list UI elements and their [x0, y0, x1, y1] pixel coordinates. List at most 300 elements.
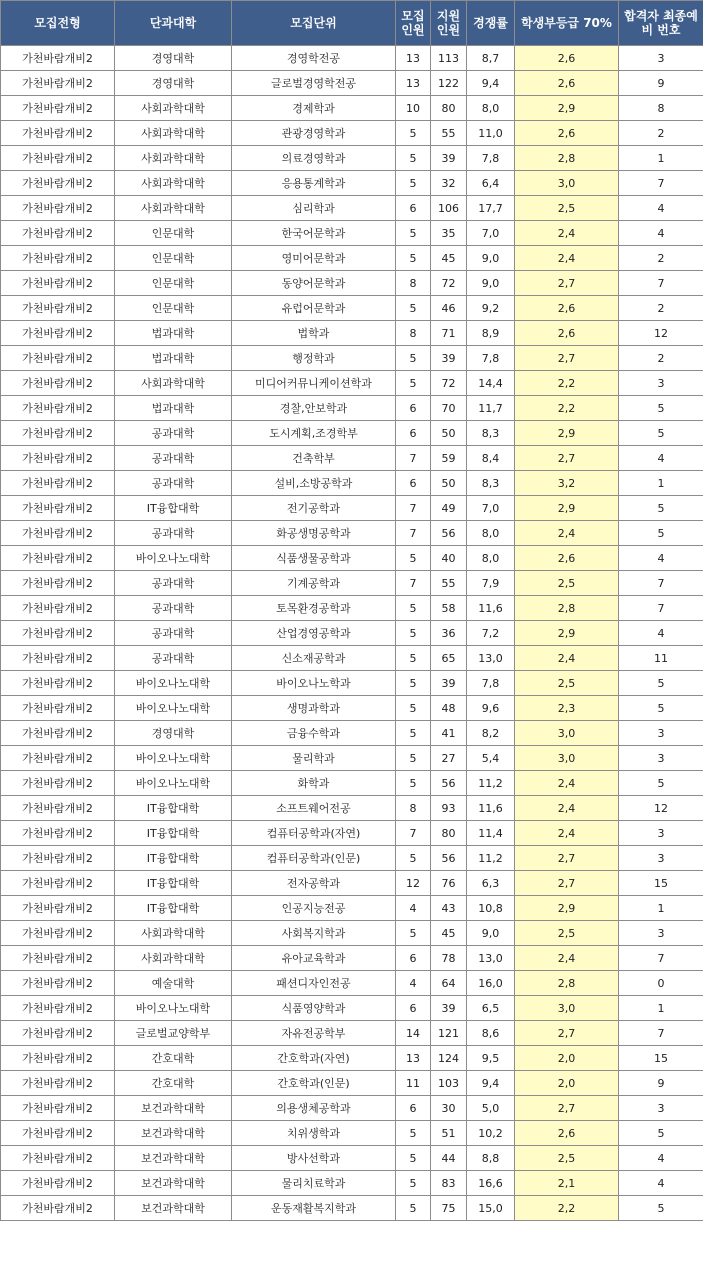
college-cell: 경영대학: [115, 721, 232, 746]
table-row: [1, 946, 703, 971]
unit-cell: 생명과학과: [232, 696, 396, 721]
unit-cell: 의용생체공학과: [232, 1096, 396, 1121]
quota-cell: 13: [396, 46, 431, 71]
reserve-cell: 12: [619, 796, 703, 821]
college-cell: 공과대학: [115, 621, 232, 646]
quota-cell: 5: [396, 296, 431, 321]
quota-cell: 5: [396, 646, 431, 671]
quota-cell: 4: [396, 971, 431, 996]
applicants-cell: 58: [431, 596, 467, 621]
unit-cell: 전자공학과: [232, 871, 396, 896]
quota-cell: 5: [396, 1146, 431, 1171]
grade-cell: 2,9: [515, 896, 619, 921]
grade-cell: 3,2: [515, 471, 619, 496]
rate-cell: 13,0: [467, 946, 515, 971]
unit-cell: 운동재활복지학과: [232, 1196, 396, 1221]
grade-cell: 2,7: [515, 871, 619, 896]
quota-cell: 8: [396, 796, 431, 821]
unit-cell: 설비,소방공학과: [232, 471, 396, 496]
applicants-cell: 113: [431, 46, 467, 71]
table-row: [1, 1146, 703, 1171]
header-type: 모집전형: [1, 1, 115, 46]
quota-cell: 5: [396, 221, 431, 246]
grade-cell: 2,3: [515, 696, 619, 721]
reserve-cell: 4: [619, 621, 703, 646]
college-cell: 보건과학대학: [115, 1196, 232, 1221]
grade-cell: 2,9: [515, 421, 619, 446]
unit-cell: 바이오나노학과: [232, 671, 396, 696]
rate-cell: 10,8: [467, 896, 515, 921]
college-cell: 공과대학: [115, 571, 232, 596]
header-quota: 모집 인원: [396, 1, 431, 46]
college-cell: 간호대학: [115, 1046, 232, 1071]
reserve-cell: 5: [619, 396, 703, 421]
quota-cell: 5: [396, 246, 431, 271]
table-row: [1, 921, 703, 946]
reserve-cell: 2: [619, 121, 703, 146]
unit-cell: 법학과: [232, 321, 396, 346]
quota-cell: 5: [396, 696, 431, 721]
table-row: [1, 146, 703, 171]
quota-cell: 7: [396, 496, 431, 521]
rate-cell: 9,0: [467, 246, 515, 271]
unit-cell: 소프트웨어전공: [232, 796, 396, 821]
applicants-cell: 32: [431, 171, 467, 196]
applicants-cell: 36: [431, 621, 467, 646]
rate-cell: 5,0: [467, 1096, 515, 1121]
unit-cell: 행정학과: [232, 346, 396, 371]
rate-cell: 7,0: [467, 496, 515, 521]
reserve-cell: 4: [619, 446, 703, 471]
type-cell: 가천바람개비2: [1, 496, 115, 521]
college-cell: 공과대학: [115, 471, 232, 496]
table-row: [1, 896, 703, 921]
applicants-cell: 80: [431, 96, 467, 121]
table-row: [1, 71, 703, 96]
table-row: [1, 246, 703, 271]
grade-cell: 2,6: [515, 296, 619, 321]
unit-cell: 심리학과: [232, 196, 396, 221]
rate-cell: 8,0: [467, 96, 515, 121]
reserve-cell: 5: [619, 671, 703, 696]
grade-cell: 2,2: [515, 1196, 619, 1221]
rate-cell: 9,6: [467, 696, 515, 721]
type-cell: 가천바람개비2: [1, 1146, 115, 1171]
applicants-cell: 50: [431, 421, 467, 446]
applicants-cell: 30: [431, 1096, 467, 1121]
reserve-cell: 1: [619, 896, 703, 921]
type-cell: 가천바람개비2: [1, 671, 115, 696]
rate-cell: 16,6: [467, 1171, 515, 1196]
grade-cell: 2,4: [515, 771, 619, 796]
applicants-cell: 56: [431, 771, 467, 796]
table-row: [1, 571, 703, 596]
unit-cell: 경찰,안보학과: [232, 396, 396, 421]
reserve-cell: 4: [619, 1146, 703, 1171]
type-cell: 가천바람개비2: [1, 421, 115, 446]
header-grade: 학생부등급 70%: [515, 1, 619, 46]
reserve-cell: 4: [619, 196, 703, 221]
rate-cell: 6,3: [467, 871, 515, 896]
type-cell: 가천바람개비2: [1, 371, 115, 396]
college-cell: 공과대학: [115, 521, 232, 546]
college-cell: 보건과학대학: [115, 1171, 232, 1196]
quota-cell: 12: [396, 871, 431, 896]
grade-cell: 2,7: [515, 346, 619, 371]
applicants-cell: 93: [431, 796, 467, 821]
table-row: [1, 121, 703, 146]
table-row: [1, 1021, 703, 1046]
grade-cell: 2,6: [515, 321, 619, 346]
grade-cell: 3,0: [515, 996, 619, 1021]
reserve-cell: 3: [619, 921, 703, 946]
applicants-cell: 35: [431, 221, 467, 246]
applicants-cell: 55: [431, 571, 467, 596]
quota-cell: 5: [396, 346, 431, 371]
rate-cell: 8,6: [467, 1021, 515, 1046]
type-cell: 가천바람개비2: [1, 646, 115, 671]
type-cell: 가천바람개비2: [1, 71, 115, 96]
table-row: [1, 546, 703, 571]
table-row: [1, 621, 703, 646]
college-cell: 글로벌교양학부: [115, 1021, 232, 1046]
rate-cell: 8,0: [467, 546, 515, 571]
table-row: [1, 296, 703, 321]
reserve-cell: 11: [619, 646, 703, 671]
type-cell: 가천바람개비2: [1, 271, 115, 296]
type-cell: 가천바람개비2: [1, 596, 115, 621]
table-row: [1, 371, 703, 396]
type-cell: 가천바람개비2: [1, 721, 115, 746]
grade-cell: 2,5: [515, 571, 619, 596]
quota-cell: 5: [396, 921, 431, 946]
table-row: [1, 996, 703, 1021]
type-cell: 가천바람개비2: [1, 171, 115, 196]
quota-cell: 7: [396, 446, 431, 471]
college-cell: 예술대학: [115, 971, 232, 996]
type-cell: 가천바람개비2: [1, 771, 115, 796]
unit-cell: 패션디자인전공: [232, 971, 396, 996]
unit-cell: 동양어문학과: [232, 271, 396, 296]
college-cell: 공과대학: [115, 596, 232, 621]
rate-cell: 8,3: [467, 421, 515, 446]
reserve-cell: 7: [619, 946, 703, 971]
table-row: [1, 196, 703, 221]
table-row: [1, 721, 703, 746]
college-cell: 바이오나노대학: [115, 696, 232, 721]
grade-cell: 2,6: [515, 46, 619, 71]
reserve-cell: 3: [619, 1096, 703, 1121]
quota-cell: 10: [396, 96, 431, 121]
applicants-cell: 71: [431, 321, 467, 346]
unit-cell: 사회복지학과: [232, 921, 396, 946]
applicants-cell: 48: [431, 696, 467, 721]
applicants-cell: 56: [431, 846, 467, 871]
applicants-cell: 76: [431, 871, 467, 896]
header-unit: 모집단위: [232, 1, 396, 46]
unit-cell: 도시계획,조경학부: [232, 421, 396, 446]
unit-cell: 간호학과(자연): [232, 1046, 396, 1071]
reserve-cell: 5: [619, 1196, 703, 1221]
grade-cell: 2,6: [515, 1121, 619, 1146]
unit-cell: 미디어커뮤니케이션학과: [232, 371, 396, 396]
rate-cell: 11,0: [467, 121, 515, 146]
applicants-cell: 44: [431, 1146, 467, 1171]
type-cell: 가천바람개비2: [1, 146, 115, 171]
applicants-cell: 124: [431, 1046, 467, 1071]
unit-cell: 화공생명공학과: [232, 521, 396, 546]
rate-cell: 11,7: [467, 396, 515, 421]
college-cell: 보건과학대학: [115, 1121, 232, 1146]
rate-cell: 8,0: [467, 521, 515, 546]
rate-cell: 8,3: [467, 471, 515, 496]
grade-cell: 2,8: [515, 971, 619, 996]
grade-cell: 2,7: [515, 1096, 619, 1121]
reserve-cell: 3: [619, 821, 703, 846]
unit-cell: 금융수학과: [232, 721, 396, 746]
unit-cell: 관광경영학과: [232, 121, 396, 146]
applicants-cell: 83: [431, 1171, 467, 1196]
college-cell: IT융합대학: [115, 796, 232, 821]
grade-cell: 3,0: [515, 746, 619, 771]
rate-cell: 8,4: [467, 446, 515, 471]
college-cell: IT융합대학: [115, 821, 232, 846]
college-cell: 경영대학: [115, 71, 232, 96]
applicants-cell: 78: [431, 946, 467, 971]
quota-cell: 6: [396, 996, 431, 1021]
college-cell: 바이오나노대학: [115, 771, 232, 796]
grade-cell: 2,4: [515, 646, 619, 671]
college-cell: 법과대학: [115, 321, 232, 346]
rate-cell: 9,5: [467, 1046, 515, 1071]
quota-cell: 5: [396, 1171, 431, 1196]
type-cell: 가천바람개비2: [1, 396, 115, 421]
table-row: [1, 746, 703, 771]
unit-cell: 토목환경공학과: [232, 596, 396, 621]
unit-cell: 방사선학과: [232, 1146, 396, 1171]
type-cell: 가천바람개비2: [1, 96, 115, 121]
quota-cell: 5: [396, 846, 431, 871]
table-row: [1, 1196, 703, 1221]
unit-cell: 영미어문학과: [232, 246, 396, 271]
table-row: [1, 446, 703, 471]
reserve-cell: 1: [619, 996, 703, 1021]
header-applicants: 지원 인원: [431, 1, 467, 46]
type-cell: 가천바람개비2: [1, 1096, 115, 1121]
quota-cell: 11: [396, 1071, 431, 1096]
table-row: [1, 821, 703, 846]
grade-cell: 2,7: [515, 1021, 619, 1046]
reserve-cell: 4: [619, 221, 703, 246]
quota-cell: 7: [396, 521, 431, 546]
unit-cell: 컴퓨터공학과(인문): [232, 846, 396, 871]
rate-cell: 7,2: [467, 621, 515, 646]
unit-cell: 컴퓨터공학과(자연): [232, 821, 396, 846]
table-row: [1, 171, 703, 196]
college-cell: 공과대학: [115, 421, 232, 446]
quota-cell: 5: [396, 1121, 431, 1146]
unit-cell: 한국어문학과: [232, 221, 396, 246]
type-cell: 가천바람개비2: [1, 521, 115, 546]
reserve-cell: 8: [619, 96, 703, 121]
rate-cell: 7,8: [467, 346, 515, 371]
grade-cell: 2,9: [515, 496, 619, 521]
quota-cell: 5: [396, 621, 431, 646]
unit-cell: 산업경영공학과: [232, 621, 396, 646]
applicants-cell: 39: [431, 996, 467, 1021]
type-cell: 가천바람개비2: [1, 571, 115, 596]
college-cell: 사회과학대학: [115, 921, 232, 946]
college-cell: 사회과학대학: [115, 121, 232, 146]
unit-cell: 전기공학과: [232, 496, 396, 521]
grade-cell: 2,7: [515, 846, 619, 871]
applicants-cell: 72: [431, 271, 467, 296]
unit-cell: 식품영양학과: [232, 996, 396, 1021]
type-cell: 가천바람개비2: [1, 1196, 115, 1221]
table-row: [1, 1171, 703, 1196]
type-cell: 가천바람개비2: [1, 471, 115, 496]
reserve-cell: 3: [619, 371, 703, 396]
type-cell: 가천바람개비2: [1, 346, 115, 371]
applicants-cell: 122: [431, 71, 467, 96]
header-rate: 경쟁률: [467, 1, 515, 46]
table-row: [1, 271, 703, 296]
grade-cell: 2,4: [515, 946, 619, 971]
reserve-cell: 7: [619, 1021, 703, 1046]
college-cell: IT융합대학: [115, 896, 232, 921]
table-row: [1, 1071, 703, 1096]
unit-cell: 기계공학과: [232, 571, 396, 596]
reserve-cell: 15: [619, 1046, 703, 1071]
rate-cell: 7,0: [467, 221, 515, 246]
unit-cell: 물리학과: [232, 746, 396, 771]
type-cell: 가천바람개비2: [1, 946, 115, 971]
rate-cell: 11,6: [467, 596, 515, 621]
applicants-cell: 39: [431, 146, 467, 171]
reserve-cell: 7: [619, 596, 703, 621]
reserve-cell: 0: [619, 971, 703, 996]
applicants-cell: 106: [431, 196, 467, 221]
grade-cell: 2,7: [515, 446, 619, 471]
type-cell: 가천바람개비2: [1, 996, 115, 1021]
applicants-cell: 121: [431, 1021, 467, 1046]
college-cell: 보건과학대학: [115, 1096, 232, 1121]
quota-cell: 5: [396, 746, 431, 771]
rate-cell: 11,6: [467, 796, 515, 821]
table-row: [1, 421, 703, 446]
applicants-cell: 65: [431, 646, 467, 671]
type-cell: 가천바람개비2: [1, 546, 115, 571]
type-cell: 가천바람개비2: [1, 871, 115, 896]
applicants-cell: 59: [431, 446, 467, 471]
grade-cell: 2,4: [515, 221, 619, 246]
unit-cell: 글로벌경영학전공: [232, 71, 396, 96]
type-cell: 가천바람개비2: [1, 446, 115, 471]
grade-cell: 2,8: [515, 146, 619, 171]
applicants-cell: 43: [431, 896, 467, 921]
type-cell: 가천바람개비2: [1, 971, 115, 996]
reserve-cell: 9: [619, 1071, 703, 1096]
quota-cell: 5: [396, 1196, 431, 1221]
applicants-cell: 45: [431, 246, 467, 271]
reserve-cell: 5: [619, 421, 703, 446]
applicants-cell: 75: [431, 1196, 467, 1221]
grade-cell: 2,6: [515, 546, 619, 571]
grade-cell: 2,2: [515, 396, 619, 421]
reserve-cell: 5: [619, 521, 703, 546]
rate-cell: 8,8: [467, 1146, 515, 1171]
unit-cell: 물리치료학과: [232, 1171, 396, 1196]
type-cell: 가천바람개비2: [1, 1046, 115, 1071]
quota-cell: 13: [396, 71, 431, 96]
type-cell: 가천바람개비2: [1, 696, 115, 721]
quota-cell: 6: [396, 421, 431, 446]
quota-cell: 5: [396, 121, 431, 146]
unit-cell: 응용통계학과: [232, 171, 396, 196]
college-cell: 보건과학대학: [115, 1146, 232, 1171]
applicants-cell: 70: [431, 396, 467, 421]
unit-cell: 신소재공학과: [232, 646, 396, 671]
type-cell: 가천바람개비2: [1, 296, 115, 321]
college-cell: 바이오나노대학: [115, 746, 232, 771]
grade-cell: 2,0: [515, 1046, 619, 1071]
table-row: [1, 46, 703, 71]
applicants-cell: 72: [431, 371, 467, 396]
rate-cell: 8,2: [467, 721, 515, 746]
reserve-cell: 1: [619, 146, 703, 171]
reserve-cell: 5: [619, 496, 703, 521]
college-cell: 바이오나노대학: [115, 671, 232, 696]
grade-cell: 2,9: [515, 96, 619, 121]
quota-cell: 5: [396, 546, 431, 571]
rate-cell: 6,5: [467, 996, 515, 1021]
reserve-cell: 4: [619, 546, 703, 571]
rate-cell: 14,4: [467, 371, 515, 396]
grade-cell: 2,4: [515, 521, 619, 546]
applicants-cell: 39: [431, 671, 467, 696]
grade-cell: 2,5: [515, 921, 619, 946]
quota-cell: 6: [396, 1096, 431, 1121]
reserve-cell: 7: [619, 571, 703, 596]
quota-cell: 5: [396, 146, 431, 171]
college-cell: 사회과학대학: [115, 946, 232, 971]
rate-cell: 15,0: [467, 1196, 515, 1221]
grade-cell: 2,2: [515, 371, 619, 396]
reserve-cell: 3: [619, 721, 703, 746]
grade-cell: 2,8: [515, 596, 619, 621]
grade-cell: 3,0: [515, 721, 619, 746]
rate-cell: 10,2: [467, 1121, 515, 1146]
college-cell: IT융합대학: [115, 496, 232, 521]
quota-cell: 5: [396, 596, 431, 621]
college-cell: 인문대학: [115, 296, 232, 321]
reserve-cell: 5: [619, 696, 703, 721]
grade-cell: 2,5: [515, 196, 619, 221]
college-cell: 사회과학대학: [115, 371, 232, 396]
college-cell: IT융합대학: [115, 871, 232, 896]
quota-cell: 6: [396, 471, 431, 496]
table-row: [1, 1121, 703, 1146]
type-cell: 가천바람개비2: [1, 46, 115, 71]
reserve-cell: 5: [619, 1121, 703, 1146]
grade-cell: 2,5: [515, 671, 619, 696]
type-cell: 가천바람개비2: [1, 821, 115, 846]
quota-cell: 5: [396, 371, 431, 396]
college-cell: 인문대학: [115, 246, 232, 271]
applicants-cell: 80: [431, 821, 467, 846]
grade-cell: 2,1: [515, 1171, 619, 1196]
table-row: [1, 671, 703, 696]
